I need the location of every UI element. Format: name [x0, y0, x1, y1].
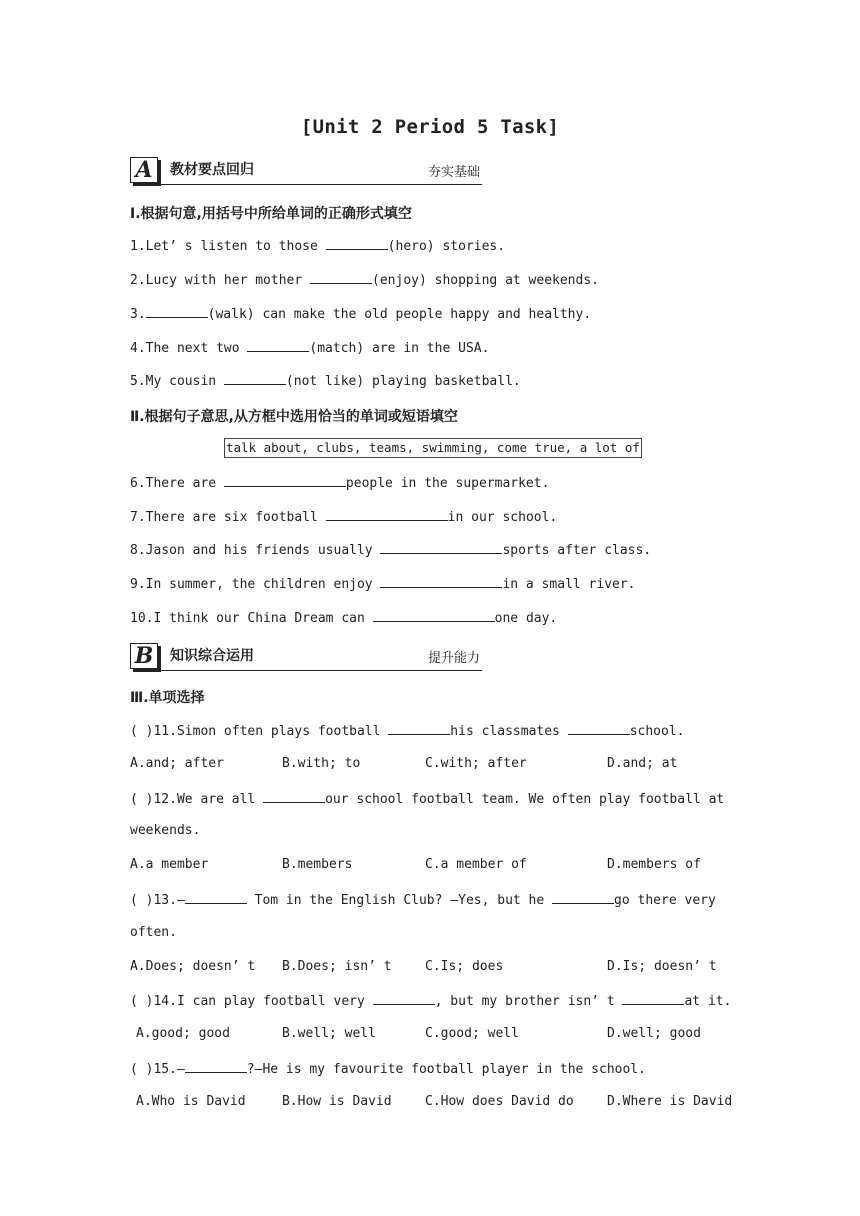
option-b[interactable]: B.well; well [282, 1026, 376, 1041]
option-a[interactable]: A.a member [130, 857, 209, 872]
option-a[interactable]: A.Does; doesn’ t [130, 959, 256, 974]
answer-blank[interactable] [326, 237, 388, 250]
options-14 [136, 1026, 736, 1044]
banner-rule [160, 184, 482, 186]
q-text: (enjoy) shopping at weekends. [372, 273, 599, 288]
q-text: his classmates [450, 724, 568, 739]
option-c[interactable]: C.How does David do [425, 1094, 574, 1109]
q-text: sports after class. [502, 543, 652, 558]
q-text: , but my brother isn’ t [434, 994, 623, 1009]
answer-blank[interactable] [224, 474, 346, 487]
question-6 [130, 474, 549, 491]
answer-blank[interactable] [247, 339, 309, 352]
question-11 [130, 722, 685, 739]
option-a[interactable]: A.good; good [136, 1026, 230, 1041]
question-1 [130, 237, 505, 254]
q-text: 13.— [153, 893, 185, 908]
option-b[interactable]: B.with; to [282, 756, 361, 771]
section-3-heading: Ⅲ.单项选择 [130, 690, 205, 706]
q-text: 4.The next two [130, 341, 248, 356]
answer-blank [373, 992, 435, 1005]
question-4 [130, 339, 489, 356]
question-15 [130, 1060, 646, 1077]
section-banner-b [130, 643, 482, 671]
banner-heading: 知识综合运用 [170, 648, 254, 664]
option-a[interactable]: A.Who is David [136, 1094, 246, 1109]
answer-paren[interactable]: ( ) [130, 724, 154, 739]
banner-heading: 教材要点回归 [170, 162, 254, 178]
option-d[interactable]: D.Is; doesn’ t [607, 959, 717, 974]
q-text: 9.In summer, the children enjoy [130, 577, 381, 592]
option-c[interactable]: C.good; well [425, 1026, 519, 1041]
badge-b-icon: B [130, 643, 158, 669]
question-12 [130, 790, 724, 807]
q-text: 6.There are [130, 476, 224, 491]
question-8 [130, 541, 651, 558]
word-box: talk about, clubs, teams, swimming, come true, a lot of [224, 438, 642, 458]
q-text: in a small river. [502, 577, 636, 592]
q-text: (match) are in the USA. [309, 341, 490, 356]
q-text: one day. [494, 611, 558, 626]
q-text: Tom in the English Club? —Yes, but he [246, 893, 553, 908]
q-text: school. [629, 724, 685, 739]
q-text: 8.Jason and his friends usually [130, 543, 381, 558]
question-12-cont: weekends. [130, 823, 201, 838]
answer-blank[interactable] [310, 271, 372, 284]
answer-blank[interactable] [380, 575, 502, 588]
answer-paren[interactable]: ( ) [130, 994, 154, 1009]
answer-blank[interactable] [380, 541, 502, 554]
question-13-cont: often. [130, 925, 177, 940]
question-9 [130, 575, 636, 592]
options-15 [136, 1094, 736, 1112]
q-text: 14.I can play football very [153, 994, 373, 1009]
question-5 [130, 372, 521, 389]
option-a[interactable]: A.and; after [130, 756, 224, 771]
q-text: 5.My cousin [130, 374, 224, 389]
answer-blank [185, 1060, 247, 1073]
option-c[interactable]: C.with; after [425, 756, 527, 771]
question-3 [130, 305, 591, 322]
options-13 [130, 959, 730, 977]
q-text: 7.There are six football [130, 510, 326, 525]
q-text: 1.Let’ s listen to those [130, 239, 326, 254]
option-c[interactable]: C.Is; does [425, 959, 504, 974]
option-b[interactable]: B.How is David [282, 1094, 392, 1109]
option-c[interactable]: C.a member of [425, 857, 527, 872]
question-2 [130, 271, 599, 288]
question-10 [130, 609, 557, 626]
answer-paren[interactable]: ( ) [130, 893, 154, 908]
q-text: 10.I think our China Dream can [130, 611, 373, 626]
q-text: 15.— [153, 1062, 185, 1077]
answer-paren[interactable]: ( ) [130, 1062, 154, 1077]
option-b[interactable]: B.members [282, 857, 353, 872]
q-text: 3. [130, 307, 146, 322]
answer-blank [185, 891, 247, 904]
section-banner-a [130, 157, 482, 185]
question-14 [130, 992, 731, 1009]
q-text: 12.We are all [153, 792, 264, 807]
badge-a-icon: A [130, 157, 158, 183]
answer-blank[interactable] [373, 609, 495, 622]
option-d[interactable]: D.and; at [607, 756, 678, 771]
options-12 [130, 857, 730, 875]
q-text: people in the supermarket. [345, 476, 550, 491]
option-d[interactable]: D.members of [607, 857, 701, 872]
q-text: go there very [614, 893, 716, 908]
banner-tag: 夯实基础 [427, 165, 480, 180]
answer-paren[interactable]: ( ) [130, 792, 154, 807]
answer-blank[interactable] [146, 305, 208, 318]
answer-blank[interactable] [326, 508, 448, 521]
option-b[interactable]: B.Does; isn’ t [282, 959, 392, 974]
q-text: our school football team. We often play football at [325, 792, 725, 807]
option-d[interactable]: D.Where is David [607, 1094, 733, 1109]
answer-blank[interactable] [224, 372, 286, 385]
q-text: at it. [684, 994, 732, 1009]
options-11 [130, 756, 730, 774]
q-text: (walk) can make the old people happy and healthy. [207, 307, 592, 322]
q-text: ?—He is my favourite football player in the school. [246, 1062, 646, 1077]
banner-rule [160, 670, 482, 672]
page-title: [Unit 2 Period 5 Task] [300, 116, 560, 138]
question-7 [130, 508, 557, 525]
question-13 [130, 891, 716, 908]
answer-blank [622, 992, 684, 1005]
answer-blank [263, 790, 325, 803]
q-text: (not like) playing basketball. [285, 374, 521, 389]
q-text: 2.Lucy with her mother [130, 273, 311, 288]
option-d[interactable]: D.well; good [607, 1026, 701, 1041]
answer-blank [568, 722, 630, 735]
section-1-heading: Ⅰ.根据句意,用括号中所给单词的正确形式填空 [130, 206, 412, 222]
answer-blank [552, 891, 614, 904]
q-text: 11.Simon often plays football [153, 724, 389, 739]
answer-blank [388, 722, 450, 735]
q-text: (hero) stories. [387, 239, 506, 254]
banner-tag: 提升能力 [427, 651, 480, 666]
q-text: in our school. [447, 510, 558, 525]
section-2-heading: Ⅱ.根据句子意思,从方框中选用恰当的单词或短语填空 [130, 409, 458, 425]
